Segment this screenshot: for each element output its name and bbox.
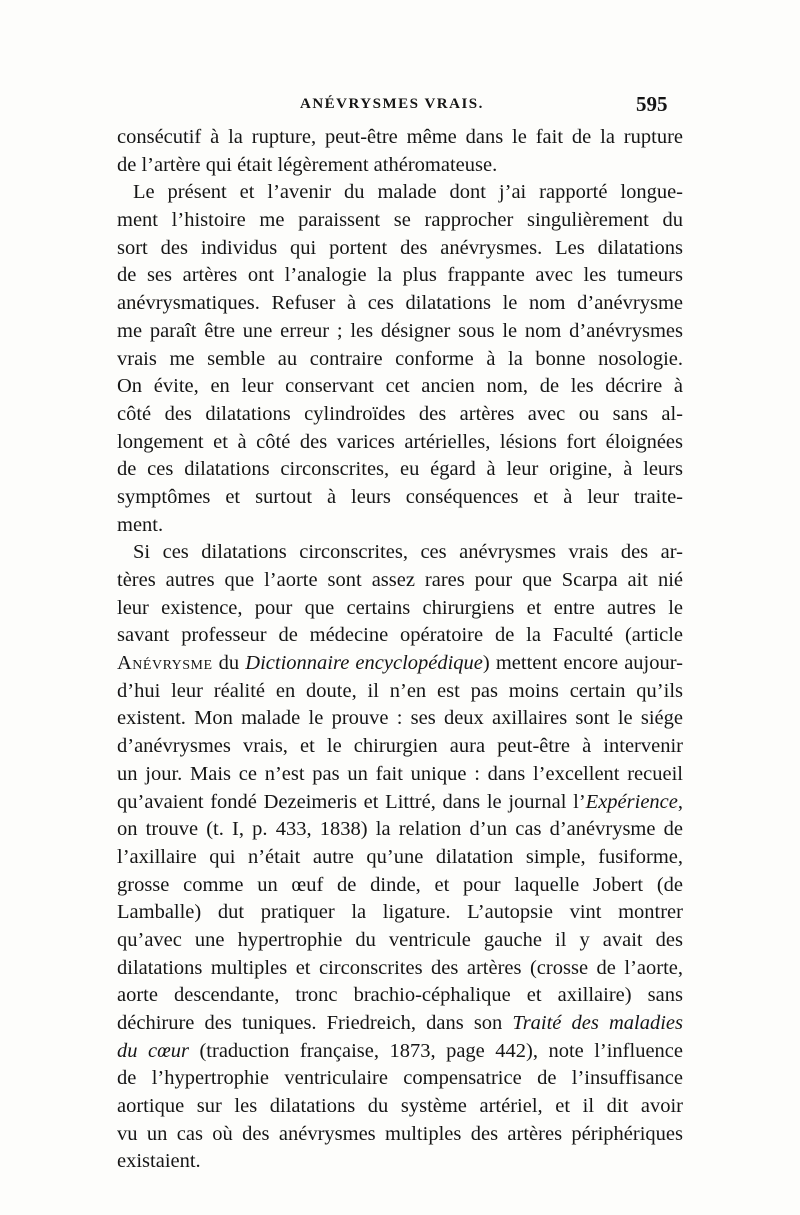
text-line: Lamballe) dut pratiquer la ligature. L’autopsie vint montrer — [117, 901, 683, 924]
text-line: ment l’histoire me paraissent se rapprocher singulièrement du — [117, 209, 683, 232]
text-line: me paraît être une erreur ; les désigner sous le nom d’anévrysmes — [117, 319, 683, 342]
text-line: on trouve (t. I, p. 433, 1838) la relation d’un cas d’anévrysme de — [117, 818, 683, 841]
italic-title: Expérience — [585, 790, 678, 813]
text-line: l’axillaire qui n’était autre qu’une dilatation simple, fusiforme, — [117, 845, 683, 868]
text-line: un jour. Mais ce n’est pas un fait unique : dans l’excellent recueil — [117, 762, 683, 785]
page-number: 595 — [636, 92, 668, 116]
italic-title: du cœur — [117, 1039, 189, 1062]
body-text — [117, 124, 683, 1176]
text-line: tères autres que l’aorte sont assez rares pour que Scarpa ait nié — [117, 569, 683, 591]
text-line: consécutif à la rupture, peut-être même dans le fait de la rupture — [117, 126, 683, 148]
text-line: symptômes et surtout à leurs conséquences et à leur traite- — [117, 485, 683, 508]
text-line: aortique sur les dilatations du système artériel, et il dit avoir — [117, 1095, 683, 1118]
text-line-mixed: du cœur (traduction française, 1873, page 442), note l’influence — [117, 1039, 684, 1062]
text-line: anévrysmatiques. Refuser à ces dilatations le nom d’anévrysme — [117, 292, 683, 315]
text-line-mixed: Anévrysme du Dictionnaire encyclopédique) mettent encore aujour- — [117, 652, 683, 675]
text-line: longement et à côté des varices artérielles, lésions fort éloignées — [117, 430, 683, 453]
text-line: d’hui leur réalité en doute, il n’en est pas moins certain qu’ils — [117, 679, 683, 702]
text-line: de l’artère qui était légèrement athéromateuse. — [117, 153, 498, 176]
text-line: ment. — [117, 513, 164, 536]
paragraph-start-line: Le présent et l’avenir du malade dont j’ai rapporté longue- — [133, 181, 683, 204]
text-line: de ces dilatations circonscrites, eu égard à leur origine, à leurs — [117, 458, 683, 481]
text-line: vu un cas où des anévrysmes multiples des artères périphériques — [117, 1122, 683, 1145]
text-line: de l’hypertrophie ventriculaire compensatrice de l’insuffisance — [117, 1067, 683, 1090]
text-line: existaient. — [117, 1150, 201, 1173]
text-line: d’anévrysmes vrais, et le chirurgien aura peut-être à intervenir — [117, 735, 683, 758]
text-line: qu’avec une hypertrophie du ventricule gauche il y avait des — [117, 928, 683, 951]
text-line: côté des dilatations cylindroïdes des artères avec ou sans al- — [117, 402, 683, 425]
running-title: ANÉVRYSMES VRAIS. — [300, 96, 484, 112]
text-line: leur existence, pour que certains chirurgiens et entre autres le — [117, 596, 683, 619]
text-line: de ses artères ont l’analogie la plus frappante avec les tumeurs — [117, 264, 683, 287]
italic-title: Dictionnaire encyclopédique — [245, 652, 483, 675]
text-line: dilatations multiples et circonscrites des artères (crosse de l’aorte, — [117, 956, 683, 979]
text-line: sort des individus qui portent des anévrysmes. Les dilatations — [117, 236, 683, 259]
text-line: On évite, en leur conservant cet ancien nom, de les décrire à — [117, 375, 683, 398]
small-caps-term: Anévrysme — [117, 652, 213, 675]
text-line-mixed: qu’avaient fondé Dezeimeris et Littré, dans le journal l’Expérience, — [117, 790, 683, 813]
text-line-mixed: déchirure des tuniques. Friedreich, dans son Traité des maladies — [117, 1012, 683, 1034]
text-line: grosse comme un œuf de dinde, et pour laquelle Jobert (de — [117, 873, 683, 896]
paragraph-start-line: Si ces dilatations circonscrites, ces anévrysmes vrais des ar- — [133, 541, 683, 564]
text-line: vrais me semble au contraire conforme à la bonne nosologie. — [117, 347, 683, 370]
text-line: existent. Mon malade le prouve : ses deux axillaires sont le siége — [117, 707, 683, 730]
italic-title: Traité des maladies — [512, 1012, 683, 1034]
text-line: aorte descendante, tronc brachio-céphalique et axillaire) sans — [117, 984, 683, 1007]
running-header — [0, 92, 800, 120]
text-line: savant professeur de médecine opératoire de la Faculté (article — [117, 624, 683, 647]
